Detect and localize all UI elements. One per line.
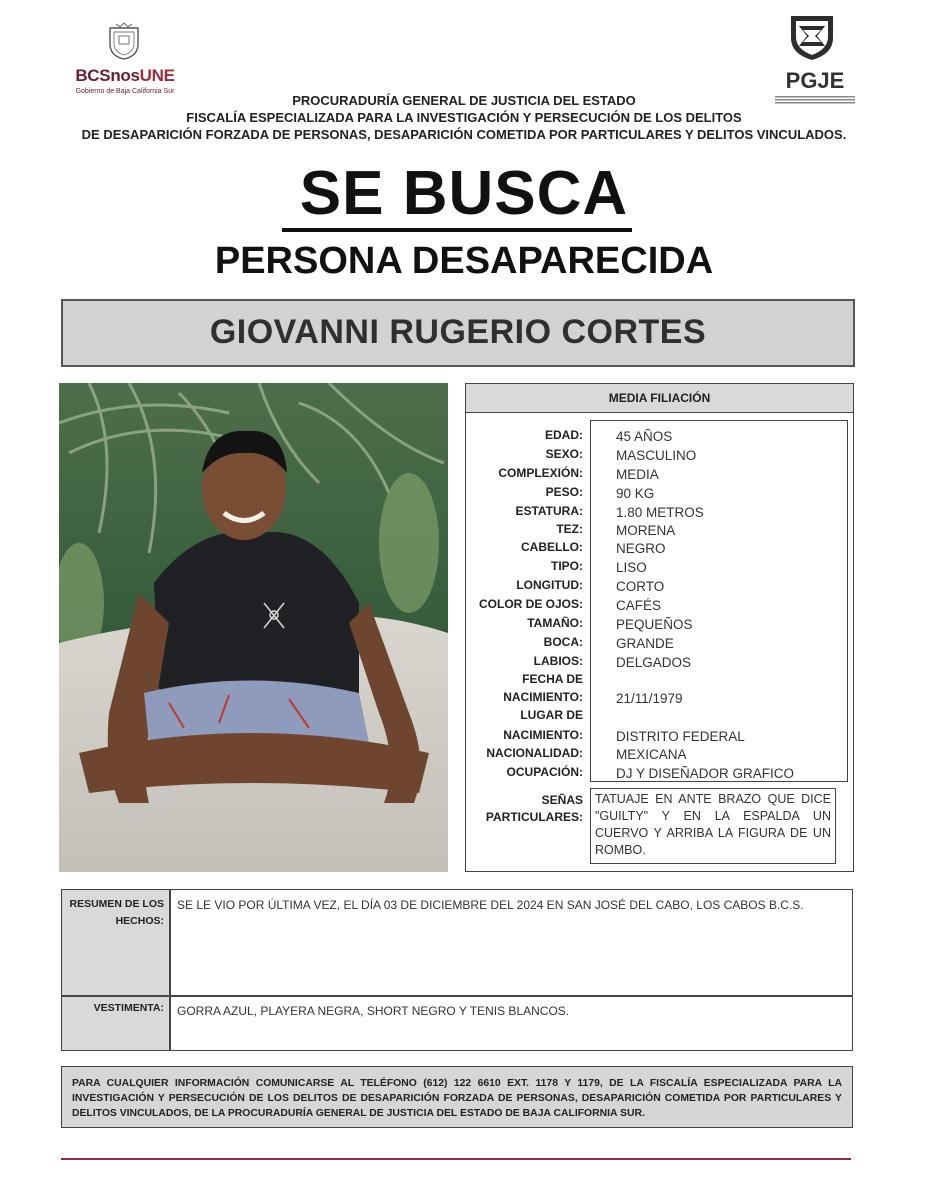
clothing-value: GORRA AZUL, PLAYERA NEGRA, SHORT NEGRO Y TENIS BLANCOS. [177,1004,570,1018]
summary-value: SE LE VIO POR ÚLTIMA VEZ, EL DÍA 03 DE DICIEMBRE DEL 2024 EN SAN JOSÉ DEL CABO, LOS CABOS B.C.S. [177,898,804,912]
filiacion-label: FECHA DE [522,672,583,686]
filiacion-label: LABIOS: [533,654,583,668]
filiacion-label: LUGAR DE [520,708,583,722]
filiacion-label: NACIMIENTO: [503,728,583,742]
senas-particulares-box [590,788,836,864]
filiacion-label: NACIMIENTO: [503,690,583,704]
filiacion-value: 45 AÑOS [616,429,673,444]
person-photo [59,383,448,872]
filiacion-label: COMPLEXIÓN: [498,466,583,480]
filiacion-label: TAMAÑO: [527,616,583,630]
brand-subtitle: Gobierno de Baja California Sur [75,88,175,95]
contact-panel [61,1066,853,1128]
header-line-3: DE DESAPARICIÓN FORZADA DE PERSONAS, DESAPARICIÓN COMETIDA POR PARTICULARES Y DELITOS VINCULADOS. [81,127,847,142]
filiacion-value: MASCULINO [616,448,697,463]
media-filiacion-panel [465,383,854,872]
filiacion-value: DJ Y DISEÑADOR GRAFICO [616,766,795,781]
person-photo-image [59,383,448,872]
facts-divider-vertical [169,890,171,1050]
clothing-label: VESTIMENTA: [93,1002,164,1014]
senas-particulares-value: TATUAJE EN ANTE BRAZO QUE DICE "GUILTY" Y EN LA ESPALDA UN CUERVO Y ARRIBA LA FIGURA DE UN ROMBO. [595,792,831,857]
bottom-rule [61,1158,851,1160]
filiacion-label: TEZ: [556,522,583,536]
brand-text-1: BCSnos [75,66,140,85]
page-subtitle: PERSONA DESAPARECIDA [214,240,714,282]
facts-panel [61,889,853,1051]
filiacion-value: GRANDE [616,636,674,651]
bcs-government-logo [60,22,190,102]
filiacion-value: MEDIA [616,467,659,482]
media-filiacion-heading: MEDIA FILIACIÓN [466,384,853,413]
filiacion-label: BOCA: [543,635,583,649]
pgje-name: PGJE [785,68,845,93]
filiacion-label: PESO: [545,485,583,499]
filiacion-value: 1.80 METROS [616,505,704,520]
filiacion-label: EDAD: [545,428,583,442]
filiacion-label: COLOR DE OJOS: [478,597,583,611]
filiacion-label: NACIONALIDAD: [486,746,583,760]
filiacion-label: OCUPACIÓN: [506,765,583,779]
filiacion-value: DELGADOS [616,655,692,670]
contact-text: PARA CUALQUIER INFORMACIÓN COMUNICARSE AL TELÉFONO (612) 122 6610 EXT. 1178 Y 1179, DE LA FISCALÍA ESPECIALIZADA PARA LA INVESTIGACIÓN Y PERSECUCIÓN DE LOS DELITOS DE DESAPARICIÓN FORZADA DE PERSONAS, DESAPARICIÓN COMETIDA POR PARTICULARES Y DELITOS VINCULADOS, DE LA PROCURADURÍA GENERAL DE JUSTICIA DEL ESTADO DE BAJA CALIFORNIA SUR. [72,1078,842,1119]
person-name: GIOVANNI RUGERIO CORTES [209,313,707,351]
filiacion-label: TIPO: [551,559,583,573]
brand-text-2: UNE [139,66,175,85]
facts-divider-horizontal [62,995,852,997]
summary-label-1: RESUMEN DE LOS [69,898,164,910]
header-line-2: FISCALÍA ESPECIALIZADA PARA LA INVESTIGACIÓN Y PERSECUCIÓN DE LOS DELITOS [186,110,742,125]
filiacion-value: CAFÉS [616,598,662,613]
filiacion-value: 90 KG [616,486,655,501]
state-crest-icon [106,22,142,60]
filiacion-value: LISO [616,560,647,575]
title-underline [282,228,632,232]
filiacion-value: MORENA [616,523,676,538]
page-title: SE BUSCA [299,159,629,228]
filiacion-value: PEQUEÑOS [616,617,693,632]
pgje-shield-icon [787,12,837,62]
filiacion-value: CORTO [616,579,665,594]
senas-label-1: SEÑAS [541,793,583,807]
filiacion-label: LONGITUD: [516,578,583,592]
summary-label-2: HECHOS: [115,915,164,927]
senas-label-2: PARTICULARES: [485,810,583,824]
person-name-box [61,299,855,367]
filiacion-value: MEXICANA [616,747,687,762]
filiacion-label: SEXO: [545,447,583,461]
filiacion-value: 21/11/1979 [616,691,683,706]
header-line-1: PROCURADURÍA GENERAL DE JUSTICIA DEL ESTADO [292,93,636,108]
filiacion-value: NEGRO [616,541,666,556]
filiacion-value: DISTRITO FEDERAL [616,729,745,744]
filiacion-label: CABELLO: [521,540,583,554]
filiacion-label: ESTATURA: [515,504,583,518]
